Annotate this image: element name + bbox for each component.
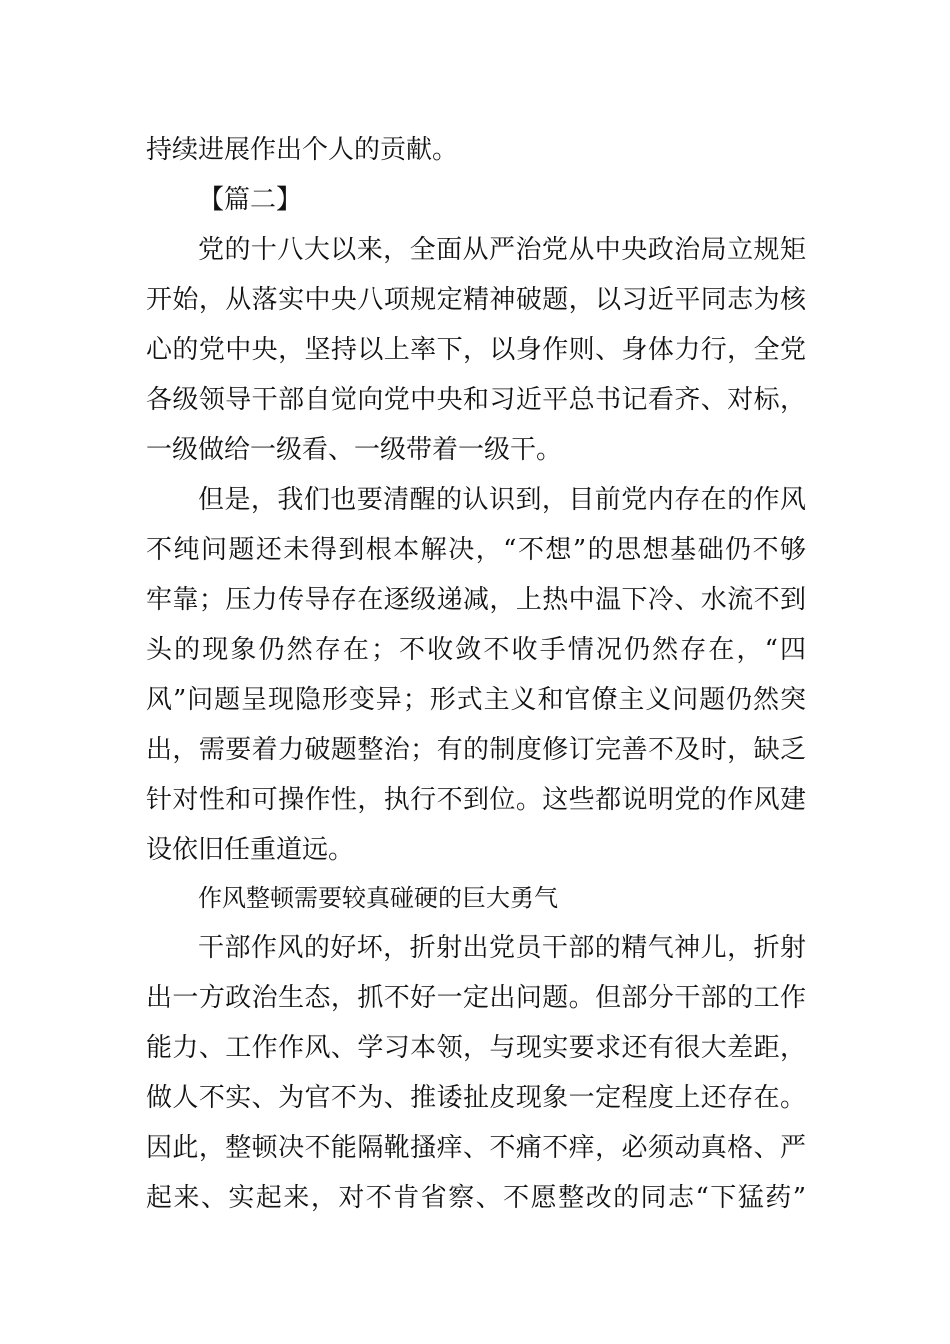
text-line: 头的现象仍然存在；不收敛不收手情况仍然存在，“四 [146,635,806,665]
text-line: 持续进展作出个人的贡献。 [146,135,459,165]
text-line: 但是，我们也要清醒的认识到，目前党内存在的作风 [198,485,806,515]
section-heading: 【篇二】 [198,185,303,215]
text-line: 能力、工作作风、学习本领，与现实要求还有很大差距， [146,1033,806,1063]
text-line: 起来、实起来，对不肯省察、不愿整改的同志“下猛药” [146,1183,806,1213]
text-line: 干部作风的好坏，折射出党员干部的精气神儿，折射 [198,933,806,963]
text-line: 因此，整顿决不能隔靴搔痒、不痛不痒，必须动真格、严 [146,1133,806,1163]
text-line: 不纯问题还未得到根本解决，“不想”的思想基础仍不够 [146,535,806,565]
text-line: 做人不实、为官不为、推诿扯皮现象一定程度上还存在。 [146,1083,806,1113]
text-line: 各级领导干部自觉向党中央和习近平总书记看齐、对标， [146,385,806,415]
subheading: 作风整顿需要较真碰硬的巨大勇气 [198,884,558,912]
text-line: 心的党中央，坚持以上率下，以身作则、身体力行，全党 [146,335,806,365]
text-line: 设依旧任重道远。 [146,835,355,865]
text-line: 风”问题呈现隐形变异；形式主义和官僚主义问题仍然突 [146,685,806,715]
text-line: 牢靠；压力传导存在逐级递减，上热中温下冷、水流不到 [146,585,806,615]
text-line: 开始，从落实中央八项规定精神破题，以习近平同志为核 [146,285,806,315]
text-line: 党的十八大以来，全面从严治党从中央政治局立规矩 [198,235,806,265]
text-line: 一级做给一级看、一级带着一级干。 [146,435,563,465]
text-line: 出，需要着力破题整治；有的制度修订完善不及时，缺乏 [146,735,806,765]
text-line: 针对性和可操作性，执行不到位。这些都说明党的作风建 [146,785,806,815]
text-line: 出一方政治生态，抓不好一定出问题。但部分干部的工作 [146,983,806,1013]
